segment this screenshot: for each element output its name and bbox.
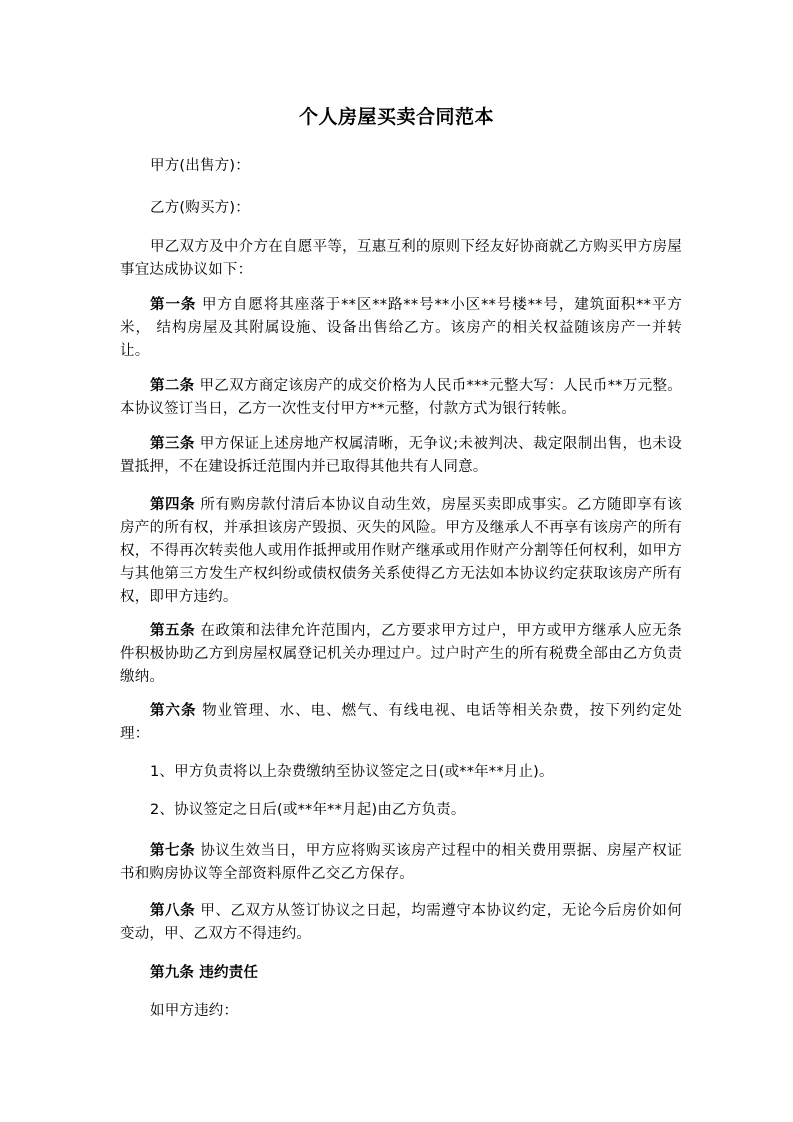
article-6 — [120, 700, 682, 746]
article-2 — [120, 375, 682, 421]
party-a-line: 甲方(出售方)： — [150, 158, 250, 174]
article-9 — [120, 962, 682, 985]
article-9-heading: 第九条 — [150, 965, 195, 981]
article-1-text: 甲方自愿将其座落于**区**路**号**小区**号楼**号，建筑面积**平方米， 结构房屋及其附属设施、设备出售给乙方。该房产的相关权益随该房产一并转让。 — [120, 297, 682, 359]
article-7-text: 协议生效当日，甲方应将购买该房产过程中的相关费用票据、房屋产权证书和购房协议等全部资料原件乙交乙方保存。 — [120, 843, 682, 882]
article-6-text: 物业管理、水、电、燃气、有线电视、电话等相关杂费，按下列约定处理： — [120, 703, 682, 742]
article-3 — [120, 433, 682, 479]
document-title: 个人房屋买卖合同范本 — [298, 106, 494, 128]
article-5-text: 在政策和法律允许范围内，乙方要求甲方过户，甲方或甲方继承人应无条件积极协助乙方到房屋权属登记机关办理过户。过户时产生的所有税费全部由乙方负责缴纳。 — [120, 623, 682, 685]
article-3-heading: 第三条 — [150, 436, 195, 452]
party-b-line: 乙方(购买方)： — [150, 200, 250, 216]
article-1-heading: 第一条 — [150, 297, 197, 313]
article-4-text: 所有购房款付清后本协议自动生效，房屋买卖即成事实。乙方随即享有该房产的所有权，并承担该房产毁损、灭失的风险。甲方及继承人不再享有该房产的所有权，不得再次转卖他人或用作抵押或用作财产继承或用作财产分割等任何权利，如甲方与其他第三方发生产权纠纷或债权债务关系使得乙方无法如本协议约定获取该房产所有权，即甲方违约。 — [120, 497, 682, 605]
article-2-text: 甲乙双方商定该房产的成交价格为人民币***元整大写：人民币**万元整。本协议签订当日，乙方一次性支付甲方**元整，付款方式为银行转帐。 — [120, 378, 682, 417]
article-7 — [120, 840, 682, 886]
article-6-item-1: 1、甲方负责将以上杂费缴纳至协议签定之日(或**年**月止)。 — [150, 764, 554, 780]
article-1 — [120, 294, 682, 363]
article-2-heading: 第二条 — [150, 378, 195, 394]
article-5-heading: 第五条 — [150, 623, 196, 639]
article-8 — [120, 900, 682, 946]
article-3-text: 甲方保证上述房地产权属清晰，无争议;未被判决、裁定限制出售，也未设置抵押，不在建设拆迁范围内并已取得其他共有人同意。 — [120, 436, 682, 475]
article-8-heading: 第八条 — [150, 903, 196, 919]
article-6-heading: 第六条 — [150, 703, 197, 719]
article-5 — [120, 620, 682, 689]
article-4 — [120, 494, 682, 609]
article-4-heading: 第四条 — [150, 497, 196, 513]
intro-paragraph: 甲乙双方及中介方在自愿平等，互惠互利的原则下经友好协商就乙方购买甲方房屋事宜达成协议如下： — [120, 239, 682, 278]
article-7-heading: 第七条 — [150, 843, 196, 859]
article-6-item-2: 2、协议签定之日后(或**年**月起)由乙方负责。 — [150, 802, 466, 818]
article-9-text: 违约责任 — [194, 965, 259, 981]
breach-party-a-line: 如甲方违约： — [150, 1003, 239, 1019]
article-8-text: 甲、乙双方从签订协议之日起，均需遵守本协议约定，无论今后房价如何变动，甲、乙双方不得违约。 — [120, 903, 682, 942]
